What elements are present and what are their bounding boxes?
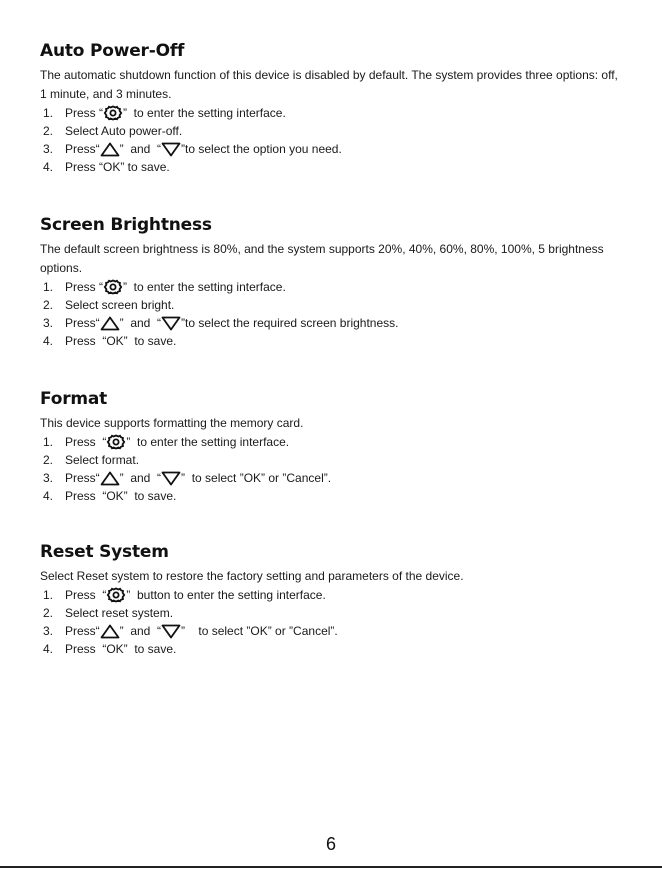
section-reset-system (40, 541, 620, 658)
step-text: ” and “ (119, 316, 162, 330)
gear-icon (103, 105, 123, 121)
step-text: ” to enter the setting interface. (123, 280, 286, 294)
up-triangle-icon (100, 316, 120, 331)
step-number: 1. (43, 280, 54, 294)
up-triangle-icon (100, 142, 120, 157)
step-text: Press “ (65, 588, 107, 602)
step-1 (40, 104, 620, 122)
step-number: 1. (43, 588, 54, 602)
step-text: Press “OK” to save. (65, 489, 177, 503)
step-text: Press“ (65, 142, 100, 156)
gear-icon (106, 434, 126, 450)
section-title: Reset System (40, 542, 169, 562)
step-text: Press“ (65, 471, 100, 485)
step-text: Press “OK” to save. (65, 160, 170, 174)
step-text: Press “OK” to save. (65, 642, 177, 656)
step-text: Select Auto power-off. (65, 124, 183, 138)
step-text: Press “ (65, 435, 107, 449)
step-number: 3. (43, 624, 54, 638)
step-1 (40, 278, 620, 296)
step-2 (40, 122, 620, 140)
step-number: 1. (43, 106, 54, 120)
gear-icon (106, 587, 126, 603)
step-number: 1. (43, 435, 54, 449)
step-text: ”to select the option you need. (181, 142, 342, 156)
step-3 (40, 140, 620, 158)
step-1 (40, 586, 620, 604)
step-number: 3. (43, 142, 54, 156)
section-title: Format (40, 389, 108, 409)
step-number: 4. (43, 160, 54, 174)
section-title: Screen Brightness (40, 215, 212, 235)
step-list (40, 586, 620, 658)
step-text: Select format. (65, 453, 140, 467)
up-triangle-icon (100, 471, 120, 486)
up-triangle-icon (100, 624, 120, 639)
step-text: ” and “ (119, 471, 162, 485)
step-text: ”to select the required screen brightness. (181, 316, 399, 330)
step-number: 3. (43, 471, 54, 485)
step-2 (40, 451, 620, 469)
step-list (40, 278, 620, 350)
section-title: Auto Power-Off (40, 41, 185, 61)
step-list (40, 433, 620, 505)
step-text: Press “ (65, 106, 104, 120)
step-text: Press“ (65, 316, 100, 330)
step-number: 4. (43, 642, 54, 656)
step-text: ” to select ”OK” or ”Cancel”. (181, 471, 332, 485)
bottom-divider (0, 866, 662, 868)
step-number: 2. (43, 453, 54, 467)
step-4 (40, 332, 620, 350)
section-auto-power-off (40, 40, 620, 176)
step-text: Select reset system. (65, 606, 174, 620)
step-text: ” to enter the setting interface. (126, 435, 290, 449)
gear-icon (103, 279, 123, 295)
down-triangle-icon (161, 142, 181, 157)
down-triangle-icon (161, 624, 181, 639)
step-text: ” and “ (119, 624, 162, 638)
step-3 (40, 314, 620, 332)
step-4 (40, 158, 620, 176)
step-text: ” button to enter the setting interface. (126, 588, 326, 602)
step-list (40, 104, 620, 176)
step-text: Press “OK” to save. (65, 334, 177, 348)
step-text: Select screen bright. (65, 298, 175, 312)
section-screen-brightness (40, 214, 620, 350)
section-intro: Select Reset system to restore the factory setting and parameters of the device. (40, 569, 464, 583)
section-format (40, 388, 620, 505)
step-text: Press“ (65, 624, 100, 638)
step-text: ” to enter the setting interface. (123, 106, 286, 120)
section-intro: This device supports formatting the memory card. (40, 416, 304, 430)
section-intro: The automatic shutdown function of this device is disabled by default. The system provides three options: off, 1 minute, and 3 minutes. (40, 68, 618, 101)
down-triangle-icon (161, 316, 181, 331)
step-4 (40, 487, 620, 505)
step-text: Press “ (65, 280, 104, 294)
step-3 (40, 469, 620, 487)
down-triangle-icon (161, 471, 181, 486)
step-number: 2. (43, 298, 54, 312)
page-number: 6 (325, 834, 336, 854)
step-text: ” and “ (119, 142, 162, 156)
section-intro: The default screen brightness is 80%, and the system supports 20%, 40%, 60%, 80%, 100%, 5 brightness options. (40, 242, 604, 275)
step-number: 2. (43, 124, 54, 138)
step-number: 4. (43, 489, 54, 503)
step-3 (40, 622, 620, 640)
step-1 (40, 433, 620, 451)
step-2 (40, 604, 620, 622)
step-4 (40, 640, 620, 658)
step-number: 4. (43, 334, 54, 348)
step-text: ” to select ”OK” or ”Cancel”. (181, 624, 338, 638)
step-number: 3. (43, 316, 54, 330)
step-number: 2. (43, 606, 54, 620)
step-2 (40, 296, 620, 314)
